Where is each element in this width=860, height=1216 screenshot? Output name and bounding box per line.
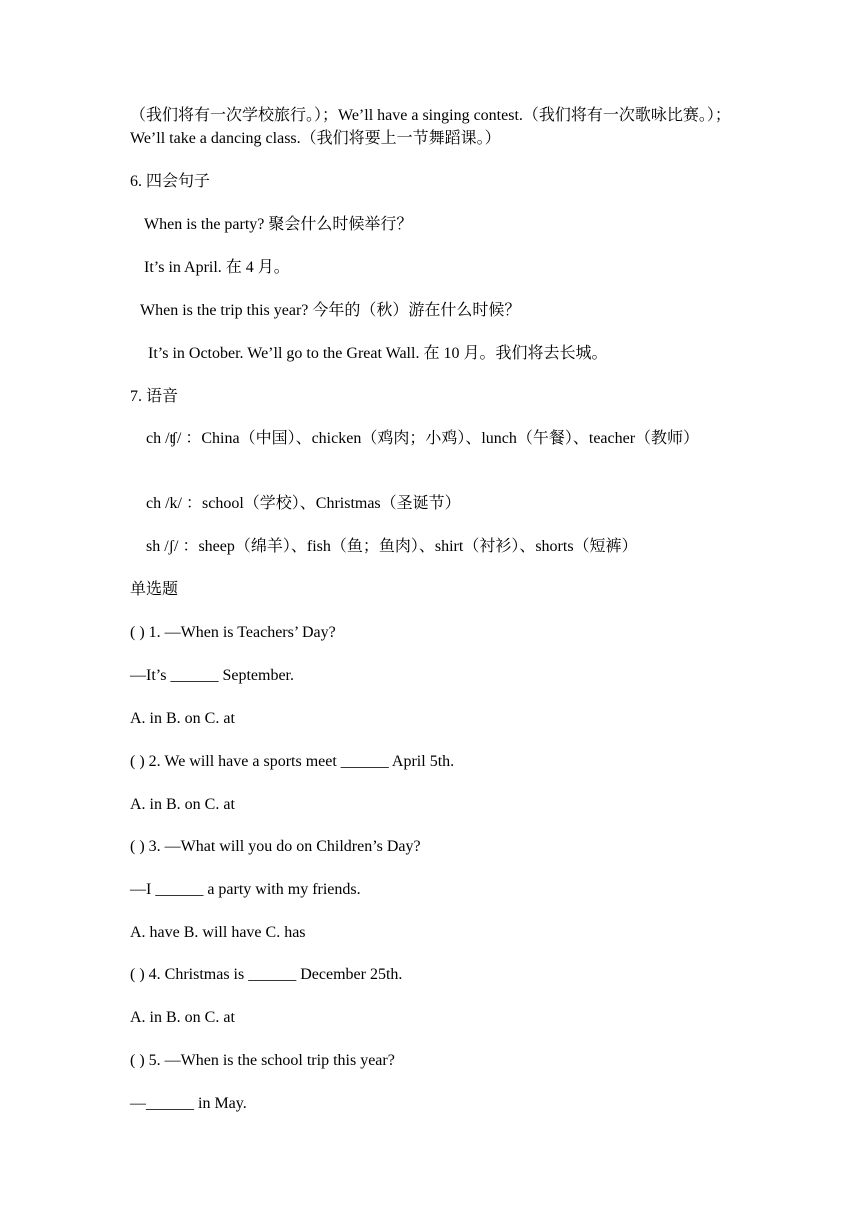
phonics-ch-k: ch /k/ ：school（学校）、Christmas（圣诞节）	[146, 495, 461, 512]
section-6-heading: 6. 四会句子	[130, 173, 211, 190]
intro-paragraph: （我们将有一次学校旅行。）；We’ll have a singing contest.（我们将有一次歌咏比赛。）；We’ll take a dancing class.（我们将要上一节舞蹈课。）	[130, 107, 731, 147]
quiz-line: ( ) 4. Christmas is ______ December 25th.	[130, 966, 403, 983]
quiz-line: ( ) 2. We will have a sports meet ______ April 5th.	[130, 753, 455, 770]
section-7-heading: 7. 语音	[130, 388, 179, 405]
quiz-options: A. in B. on C. at	[130, 710, 235, 727]
quiz-line: ( ) 5. —When is the school trip this year?	[130, 1052, 395, 1069]
quiz-options: A. have B. will have C. has	[130, 924, 306, 941]
sentence-2: It’s in April. 在 4 月。	[144, 259, 290, 276]
quiz-heading: 单选题	[130, 581, 179, 598]
sentence-1: When is the party? 聚会什么时候举行？	[144, 216, 413, 233]
sentence-3: When is the trip this year? 今年的（秋）游在什么时候？	[140, 302, 521, 319]
quiz-line: —I ______ a party with my friends.	[130, 881, 361, 898]
quiz-options: A. in B. on C. at	[130, 796, 235, 813]
quiz-line: ( ) 3. —What will you do on Children’s Day?	[130, 838, 421, 855]
quiz-options: A. in B. on C. at	[130, 1009, 235, 1026]
phonics-ch-tsh: ch /ʧ/ ：China（中国）、chicken（鸡肉；小鸡）、lunch（午餐）、teacher（教师）	[146, 430, 700, 447]
quiz-line: ( ) 1. —When is Teachers’ Day?	[130, 624, 336, 641]
quiz-line: —______ in May.	[130, 1095, 247, 1112]
quiz-line: —It’s ______ September.	[130, 667, 294, 684]
phonics-sh: sh /ʃ/ ：sheep（绵羊）、fish（鱼；鱼肉）、shirt（衬衫）、shorts（短裤）	[146, 538, 638, 555]
sentence-4: It’s in October. We’ll go to the Great Wall. 在 10 月。我们将去长城。	[148, 345, 608, 362]
